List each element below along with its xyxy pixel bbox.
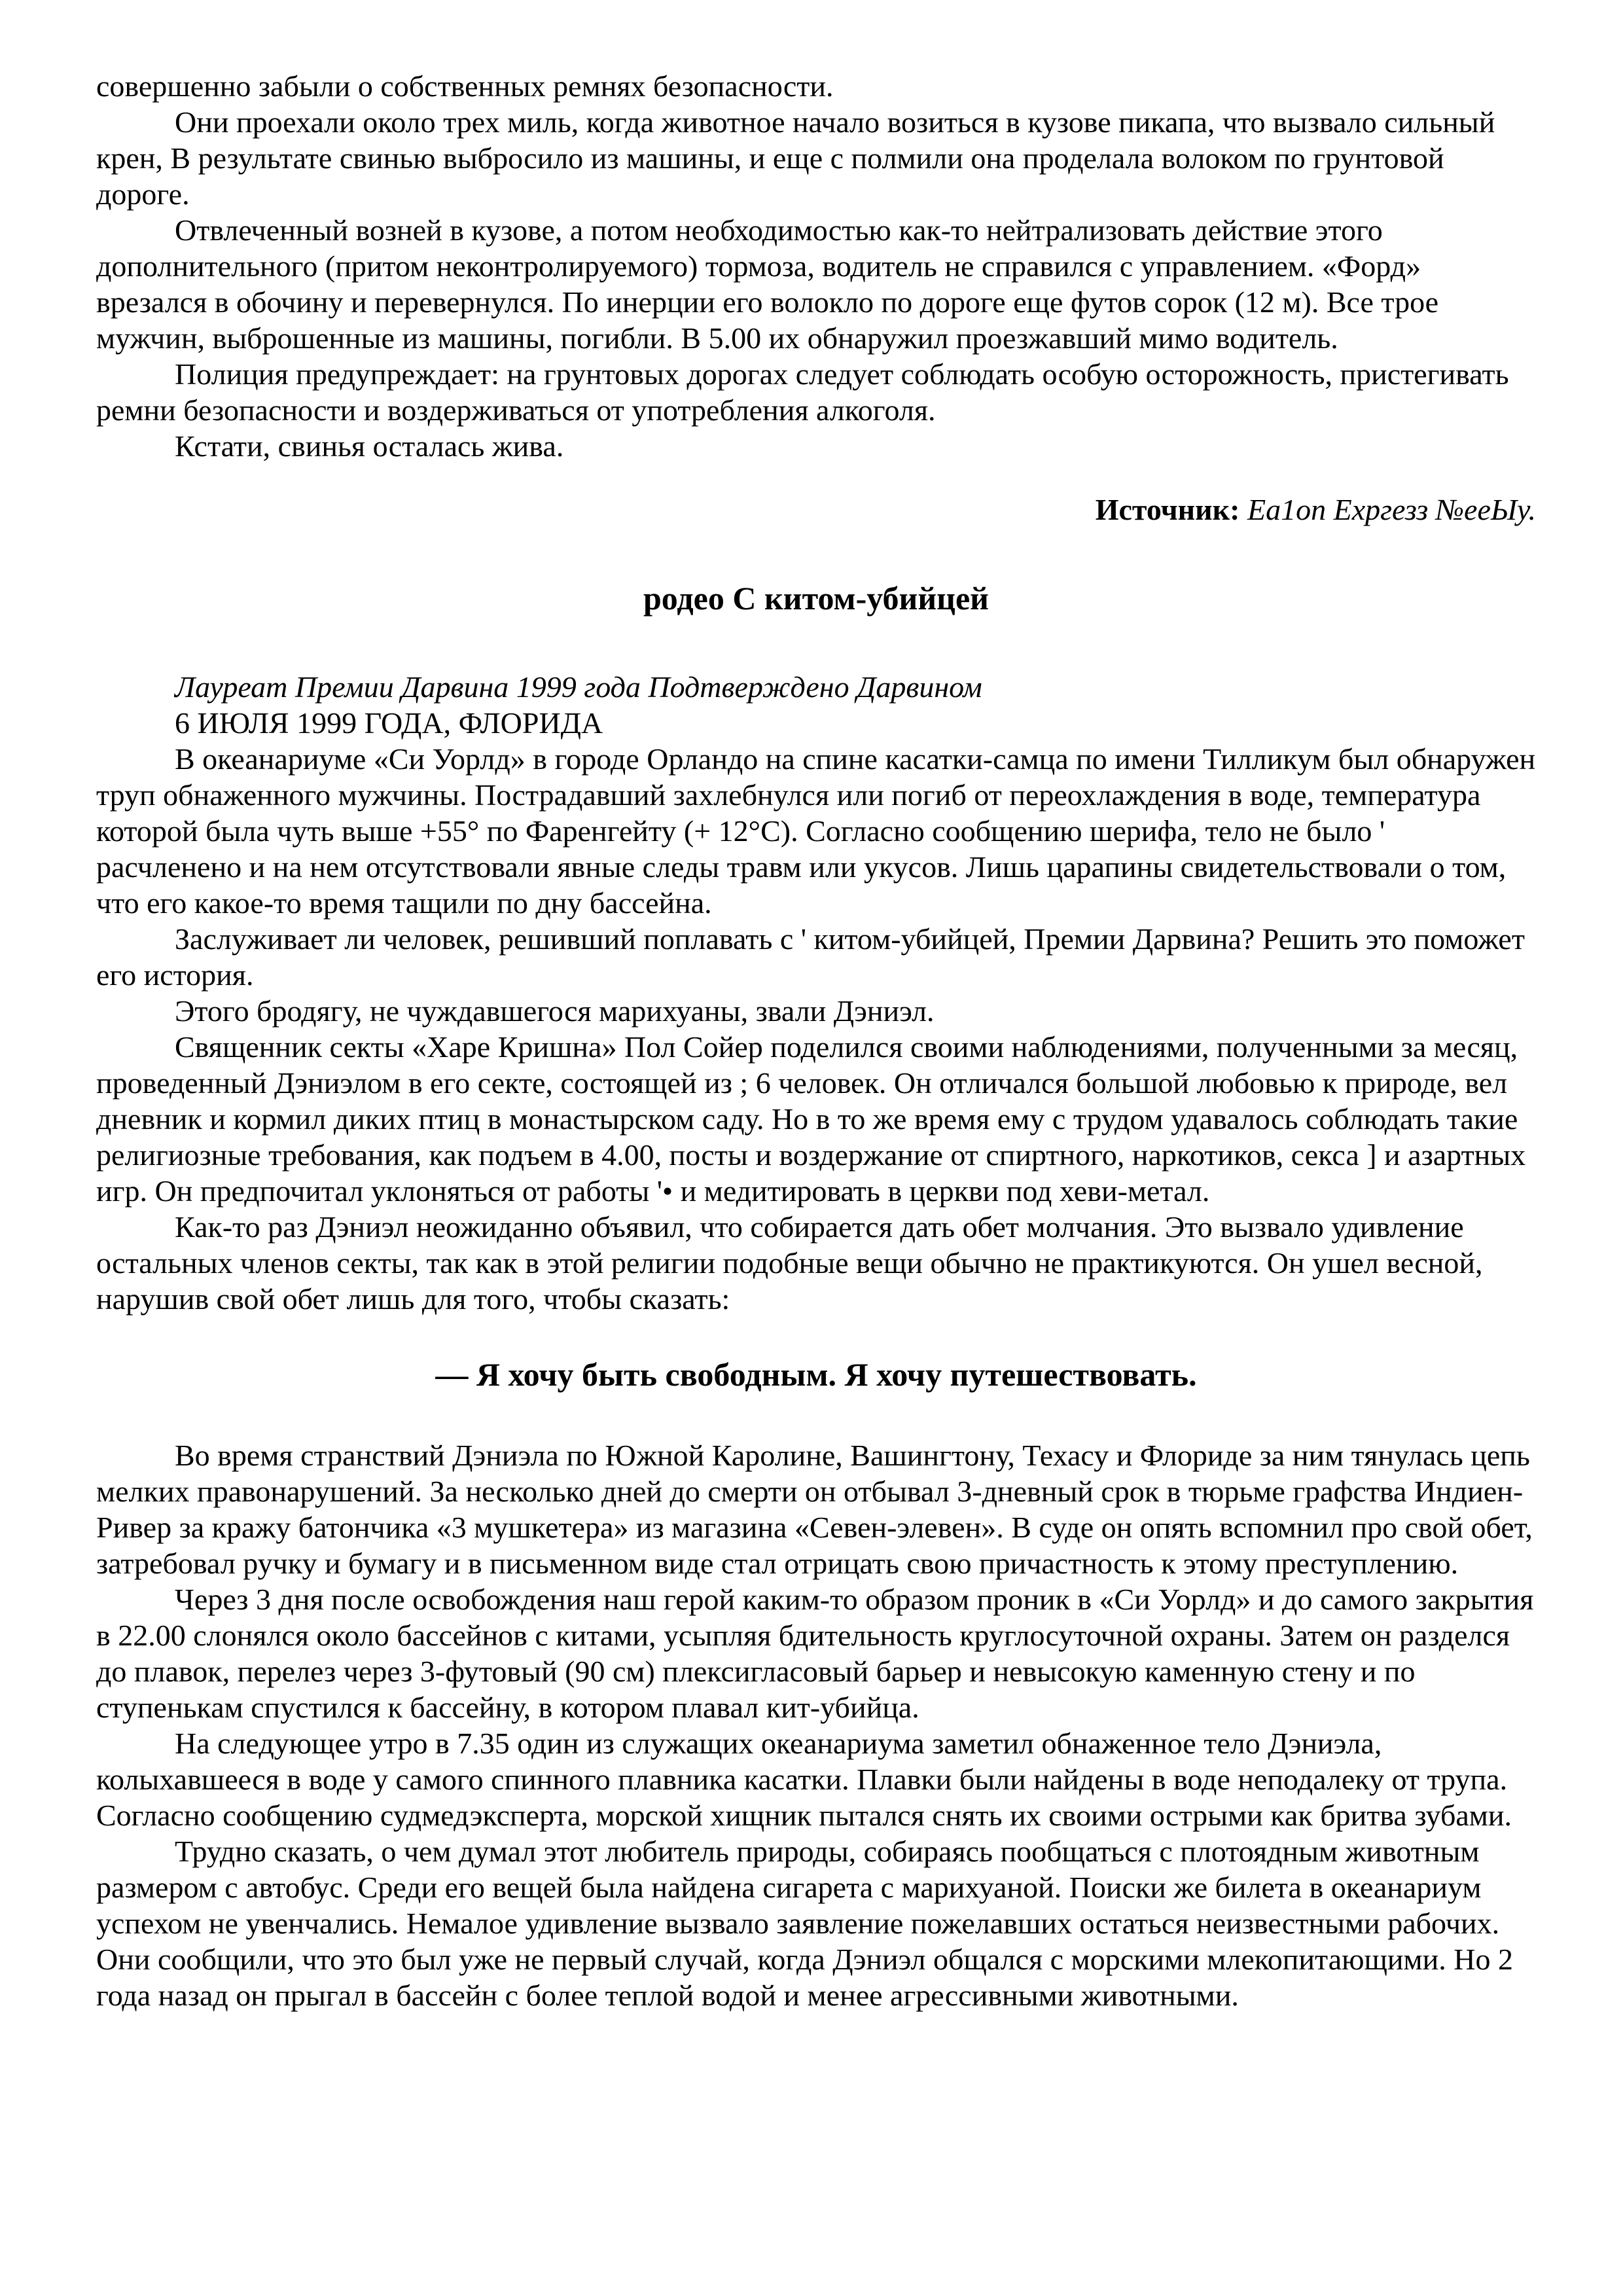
source-name: Еа1оn Ехргезз №ееЫу. [1247, 493, 1536, 526]
paragraph: совершенно забыли о собственных ремнях безопасности. [96, 69, 834, 103]
quote-heading: — Я хочу быть свободным. Я хочу путешествовать. [435, 1356, 1197, 1393]
paragraph: Полиция предупреждает: на грунтовых дорогах следует соблюдать особую осторожность, пристегивать ремни безопасности и воздерживаться от употребления алкоголя. [96, 357, 1509, 427]
article-title: родео С китом-убийцей [643, 580, 989, 617]
document-page [96, 68, 1536, 2013]
paragraph: Трудно сказать, о чем думал этот любитель природы, собираясь пообщаться с плотоядным животным размером с автобус. Среди его вещей была найдена сигарета с марихуаной. Поиски же билета в океанариум успехом не увенчались. Немалое удивление вызвало заявление пожелавших остаться неизвестными рабочих. Они сообщили, что это был уже не первый случай, когда Дэниэл общался с морскими млекопитающими. Но 2 года назад он прыгал в бассейн с более теплой водой и менее агрессивными животными. [96, 1835, 1513, 2012]
source-label: Источник: [1095, 493, 1240, 526]
paragraph: Священник секты «Харе Кришна» Пол Сойер поделился своими наблюдениями, полученными за месяц, проведенный Дэниэлом в его секте, состоящей из ; 6 человек. Он отличался большой любовью к природе, вел дневник и кормил диких птиц в монастырском саду. Но в то же время ему с трудом удавалось соблюдать такие религиозные требования, как подъем в 4.00, посты и воздержание от спиртного, наркотиков, секса ] и азартных игр. Он предпочитал уклоняться от работы '• и медитировать в церкви под хеви-метал. [96, 1030, 1526, 1208]
paragraph: Заслуживает ли человек, решивший поплавать с ' китом-убийцей, Премии Дарвина? Решить это поможет его история. [96, 922, 1525, 992]
paragraph: Как-то раз Дэниэл неожиданно объявил, что собирается дать обет молчания. Это вызвало удивление остальных членов секты, так как в этой религии подобные вещи обычно не практикуются. Он ушел весной, нарушив свой обет лишь для того, чтобы сказать: [96, 1210, 1483, 1316]
paragraph: Через 3 дня после освобождения наш герой каким-то образом проник в «Си Уорлд» и до самого закрытия в 22.00 слонялся около бассейнов с китами, усыпляя бдительность круглосуточной охраны. Затем он разделся до плавок, перелез через 3-футовый (90 см) плексигласовый барьер и невысокую каменную стену и по ступенькам спустился к бассейну, в котором плавал кит-убийца. [96, 1583, 1534, 1724]
paragraph: Отвлеченный возней в кузове, а потом необходимостью как-то нейтрализовать действие этого дополнительного (притом неконтролируемого) тормоза, водитель не справился с управлением. «Форд» врезался в обочину и перевернулся. По инерции его волокло по дороге еще футов сорок (12 м). Все трое мужчин, выброшенные из машины, погибли. В 5.00 их обнаружил проезжавший мимо водитель. [96, 213, 1439, 355]
paragraph: Кстати, свинья осталась жива. [175, 429, 564, 463]
source-line [96, 492, 1536, 528]
laureate-line: Лауреат Премии Дарвина 1999 года Подтверждено Дарвином [175, 670, 982, 704]
dateline: 6 ИЮЛЯ 1999 ГОДА, ФЛОРИДА [175, 706, 603, 740]
paragraph: Этого бродягу, не чуждавшегося марихуаны, звали Дэниэл. [175, 994, 935, 1028]
paragraph: Они проехали около трех миль, когда животное начало возиться в кузове пикапа, что вызвало сильный крен, В результате свинью выбросило из машины, и еще с полмили она проделала волоком по грунтовой дороге. [96, 105, 1495, 211]
paragraph: Во время странствий Дэниэла по Южной Каролине, Вашингтону, Техасу и Флориде за ним тянулась цепь мелких правонарушений. За несколько дней до смерти он отбывал 3-дневный срок в тюрьме графства Индиен-Ривер за кражу батончика «3 мушкетера» из магазина «Севен-элевен». В суде он опять вспомнил про свой обет, затребовал ручку и бумагу и в письменном виде стал отрицать свою причастность к этому преступлению. [96, 1439, 1533, 1580]
paragraph: На следующее утро в 7.35 один из служащих океанариума заметил обнаженное тело Дэниэла, колыхавшееся в воде у самого спинного плавника касатки. Плавки были найдены в воде неподалеку от трупа. Согласно сообщению судмедэксперта, морской хищник пытался снять их своими острыми как бритва зубами. [96, 1727, 1512, 1832]
paragraph: В океанариуме «Си Уорлд» в городе Орландо на спине касатки-самца по имени Тилликум был обнаружен труп обнаженного мужчины. Пострадавший захлебнулся или погиб от переохлаждения в воде, температура которой была чуть выше +55° по Фаренгейту (+ 12°С). Согласно сообщению шерифа, тело не было ' расчленено и на нем отсутствовали явные следы травм или укусов. Лишь царапины свидетельствовали о том, что его какое-то время тащили по дну бассейна. [96, 742, 1536, 920]
